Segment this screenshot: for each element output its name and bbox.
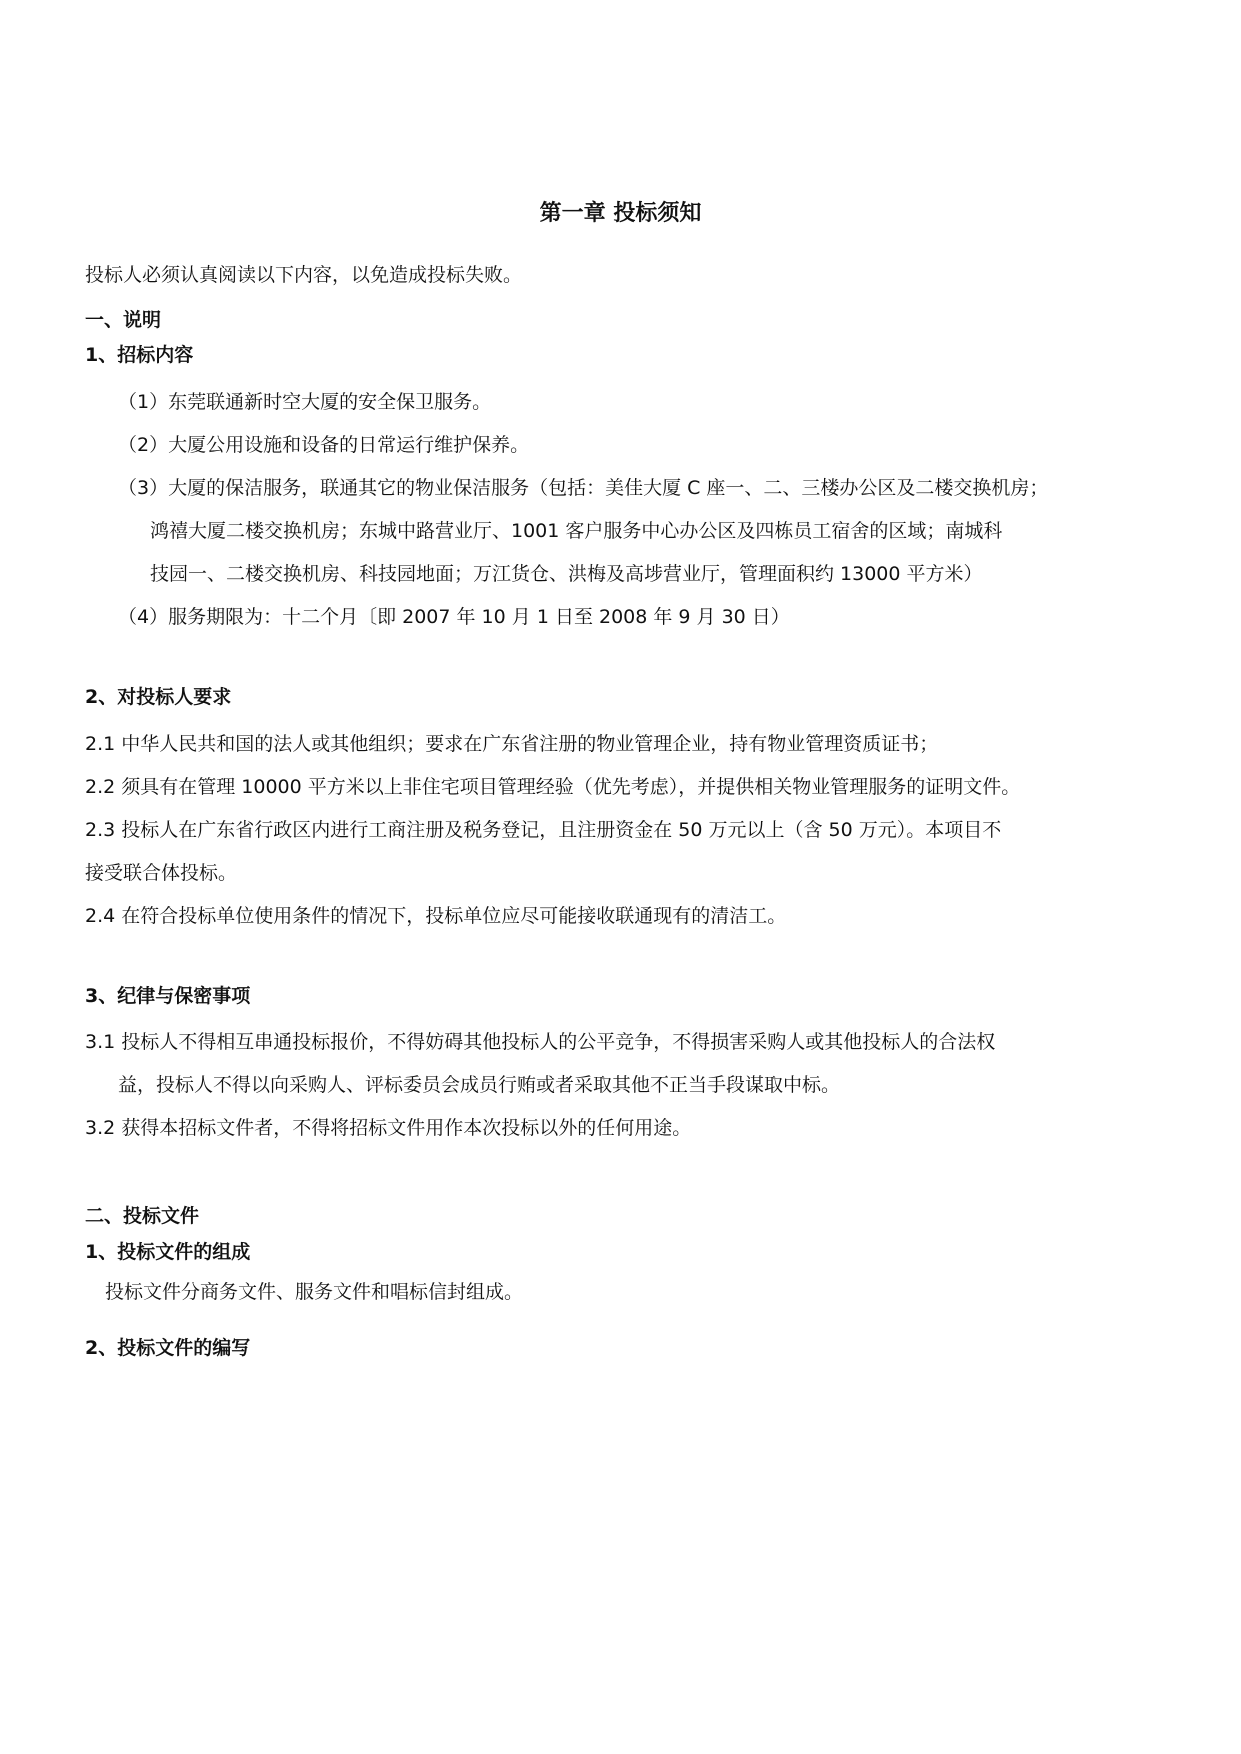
tender-content-item-continued: 鸿禧大厦二楼交换机房；东城中路营业厅、1001 客户服务中心办公区及四栋员工宿舍的区域；南城科 [150,520,1003,542]
subsection-heading-bid-composition: 1、投标文件的组成 [85,1241,251,1263]
tender-content-item: （3）大厦的保洁服务，联通其它的物业保洁服务（包括：美佳大厦 C 座一、二、三楼办公区及二楼交换机房； [118,477,1049,499]
bid-composition-text: 投标文件分商务文件、服务文件和唱标信封组成。 [105,1281,524,1303]
tender-content-item: （2）大厦公用设施和设备的日常运行维护保养。 [118,434,530,456]
subsection-heading-bid-writing: 2、投标文件的编写 [85,1337,251,1359]
discipline-item: 3.1 投标人不得相互串通投标报价，不得妨碍其他投标人的公平竞争，不得损害采购人或其他投标人的合法权 [85,1031,996,1053]
subsection-heading-tender-content: 1、招标内容 [85,344,194,366]
tender-content-item: （4）服务期限为：十二个月〔即 2007 年 10 月 1 日至 2008 年 9 月 30 日） [118,606,790,628]
section-heading-bid-documents: 二、投标文件 [85,1205,200,1227]
subsection-heading-discipline: 3、纪律与保密事项 [85,985,251,1007]
requirement-item: 2.3 投标人在广东省行政区内进行工商注册及税务登记，且注册资金在 50 万元以上（含 50 万元）。本项目不 [85,819,1002,841]
section-heading-explanation: 一、说明 [85,309,162,331]
requirement-item: 2.2 须具有在管理 10000 平方米以上非住宅项目管理经验（优先考虑），并提供相关物业管理服务的证明文件。 [85,776,1021,798]
requirement-item-continued: 接受联合体投标。 [85,862,238,884]
tender-content-item-continued: 技园一、二楼交换机房、科技园地面；万江货仓、洪梅及高埗营业厅，管理面积约 13000 平方米） [150,563,983,585]
requirement-item: 2.4 在符合投标单位使用条件的情况下，投标单位应尽可能接收联通现有的清洁工。 [85,905,787,927]
intro-text: 投标人必须认真阅读以下内容，以免造成投标失败。 [85,264,523,286]
subsection-heading-bidder-requirements: 2、对投标人要求 [85,686,232,708]
tender-content-item: （1）东莞联通新时空大厦的安全保卫服务。 [118,391,492,413]
chapter-title: 第一章 投标须知 [539,201,702,226]
discipline-item: 3.2 获得本招标文件者，不得将招标文件用作本次投标以外的任何用途。 [85,1117,692,1139]
requirement-item: 2.1 中华人民共和国的法人或其他组织；要求在广东省注册的物业管理企业，持有物业管理资质证书； [85,733,939,755]
discipline-item-continued: 益，投标人不得以向采购人、评标委员会成员行贿或者采取其他不正当手段谋取中标。 [118,1074,841,1096]
